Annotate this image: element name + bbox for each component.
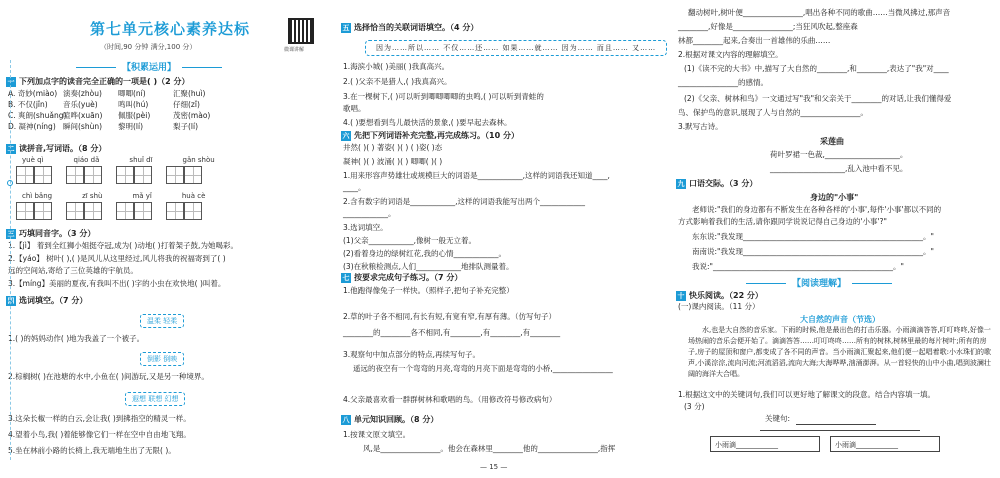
poem-line-2: ____________________,乱入池中看不见。 [770,164,908,173]
q3-line-2b: 远的空间站,寄给了三位英雄的宇航员。 [8,266,138,275]
reading-passage-title: 大自然的声音（节选） [800,315,880,324]
writing-boxes-row-2[interactable] [16,202,202,220]
q5-line-3: 3.在一棵树下,( )可以听到唧唧唧唧的虫鸣,( )可以听到青蛙的 [343,92,544,101]
q7-line-2a: ________的________各不相同,有________,有________,有________ [343,328,561,337]
keyword-label: 关键句: [765,414,791,423]
option-row: C. 爽朗(shuǎng) 喧哗(xuān) 佩服(pèi) 茂密(mào) [8,111,211,120]
q6-line-2b: ____________。 [343,209,396,218]
question-5-title: 五 选择恰当的关联词语填空。（4 分） [342,23,479,32]
column-left [0,0,330,478]
q8-2d: 鸟、保护鸟的意识,展现了人与自然的________________。 [678,108,868,117]
question-1-title: 一 下列加点字的读音完全正确的一项是( )（2 分） [7,77,190,86]
oral-intro-1: 老师说:"我们的身边都有不断发生在各种各样的'小事',每件'小事'都以不同的 [692,205,942,214]
section-banner-accumulation: 【积累运用】 [70,60,228,73]
question-9-title: 九 口语交际。（3 分） [677,179,758,188]
reading-subsection: (一)课内阅读。（11 分） [678,302,760,311]
q8-line-1a: 风,是________________。他会在森林里________他的________________,指挥 [363,444,616,453]
question-2-title: 二 读拼音,写词语。（8 分） [7,144,107,153]
question-7-title: 七 按要求完成句子练习。（7 分） [342,273,463,282]
q5-line-3b: 歌唱。 [343,104,366,113]
q8-2-title: 2.根据对课文内容的理解填空。 [678,50,783,59]
binding-hole-icon [7,180,13,186]
reading-q1-points: (3 分) [684,402,705,411]
oral-dialog-3: 我说:"________________________________________________。" [692,262,904,271]
column-right [670,0,1000,478]
page-title: 第七单元核心素养达标 [90,20,251,38]
q3-line-1: 1.【jì】 着到全红狮小姐挺夺冠,成为( )动地( )打着架子鼓,为她喝彩。 [8,241,238,250]
q8-cont-line-3: 林都________起来,合奏出一首雄伟的乐曲…… [678,36,831,45]
question-10-title: 十 快乐阅读。（22 分） [677,291,763,300]
connector-line [796,424,876,425]
option-row: D. 凝神(níng) 瞬间(shùn) 黎明(lí) 梨子(lí) [8,122,199,131]
question-number: 一 [7,77,15,86]
q7-line-3a: 遥远的夜空有一个弯弯的月亮,弯弯的月亮下面是弯弯的小桥,________________ [353,364,613,373]
q6-line-1: 1.用来形容声势雄壮或规模巨大的词语是____________,这样的词语我还知道____, [343,171,610,180]
reading-passage: 水,也是大自然的音乐家。下雨的时候,他是最出色的打击乐器。小雨滴滴答答,叮叮咚咚,好像一场热闹的音乐会便开始了。滴滴答答……叮叮咚咚……所有的树林,树林里最的每片树叶;所有的房子,房子的屋顶和窗户,都变成了各不同的声音。当小雨滴汇聚起来,他们便一起唱着歌:小水珠们的歌声,小溪淙淙,流向河流;河流滔滔,流向大海;大海哗哗,汹涌澎湃。从一首轻快的山中小曲,唱到波澜壮阔的海洋大合唱。 [688,326,992,378]
q5-line-1: 1.海滨小城( )美丽( )我真高兴。 [343,62,450,71]
q6-line-2: 2.含有数字的词语是____________,这样的词语我能写出两个____________ [343,197,586,206]
word-choice-box-2: 倒影 倒映 [140,352,184,366]
q8-line-1: 1.按课文原文填空。 [343,430,411,439]
q8-2b: ________________的感情。 [678,78,768,87]
q4-line-2: 2.棕榈树( )在池塘的水中,小鱼在( )间游玩,又是另一种境界。 [8,372,209,381]
option-row: A. 奇妙(miào) 演奏(zhòu) 唧唧(ní) 汇聚(huì) [8,89,206,98]
binding-hole-icon [7,300,13,306]
page-number: — 15 — [480,463,508,471]
q6-line-3b: (2)看着身边的绿树红花,我的心情____________。 [343,249,507,258]
q6-line-3: 3.选词填空。 [343,223,388,232]
q7-line-2: 2.草的叶子各不相同,有长有短,有宽有窄,有厚有薄。（仿写句子） [343,312,557,321]
column-middle [335,0,665,478]
section-banner-reading: 【阅读理解】 [740,276,898,289]
keyword-box-1[interactable]: 小雨滴____________ [710,436,820,452]
option-row: B. 不仅(jǐn) 音乐(yuè) 鸣叫(hú) 仔细(zǐ) [8,100,200,109]
word-choice-box-3: 遐想 联想 幻想 [125,392,185,406]
poem-title: 采莲曲 [820,137,844,146]
q8-cont-line-2: ________,好像是________________;当狂风吹起,整座森 [678,22,858,31]
q6-line-1b: ____。 [343,183,366,192]
connector-line [760,430,920,431]
q6-row-1: 井然( )( ) 著姿( )( ) ( )姿( )态 [343,143,443,152]
q7-line-1: 1.他跑得像兔子一样快。（照样子,把句子补充完整） [343,286,514,295]
q4-line-1: 1.( )的妈妈动作( )地为我盖了一个被子。 [8,334,145,343]
q4-line-4: 4.望着小鸟,我( )着能够像它们一样在空中自由地飞翔。 [8,430,191,439]
conjunction-box: 因为……所以…… 不仅……还…… 如果……就…… 因为…… 而且…… 又…… [365,40,667,56]
q8-2c: (2)《父亲、树林和鸟》一文通过写"我"和父亲关于________的对话,让我们懂得爱 [684,94,952,103]
q6-row-2: 凝神( )( ) 波涌( )( ) 唧唧( )( ) [343,157,443,166]
binding-line [10,60,11,460]
question-1-options [8,88,228,132]
qr-code-icon[interactable] [288,18,314,44]
q5-line-4: 4.( )要想看到鸟儿最快活的景象,( )要早起去森林。 [343,118,512,127]
q6-line-3a: (1)父亲____________,像树一般无立着。 [343,236,477,245]
question-6-title: 六 先把下列词语补充完整,再完成练习。（10 分） [342,131,519,140]
oral-dialog-2: 南南说:"我发现________________________________________________。" [692,247,934,256]
reading-q1: 1.根据这文中的关键词句,我们可以更好地了解课文的段意。结合内容填一填。 [678,390,936,399]
q3-line-3: 3.【míng】美丽的夏夜,有我叫不出( )字的小虫在欢快地( )叫着。 [8,279,226,288]
poem-line-1: 荷叶罗裙一色裁,____________________。 [770,150,908,159]
q8-3-title: 3.默写古诗。 [678,122,723,131]
q6-line-3c: (3)在秋粮检测点,人们____________地排队测量着。 [343,262,514,271]
word-choice-box-1: 温柔 轻柔 [140,314,184,328]
page-subtitle: （时间,90 分钟 满分,100 分） [100,43,197,51]
oral-dialog-1: 东东说:"我发现________________________________________________。" [692,232,934,241]
q7-line-4: 4.父亲最喜欢看一群群树林和歌唱的鸟。（用修改符号修改病句） [343,395,557,404]
question-4-title: 四 选词填空。（7 分） [7,296,88,305]
q7-line-3: 3.观察句中加点部分的特点,再续写句子。 [343,350,481,359]
q4-line-5: 5.坐在林前小路的长椅上,我无端地生出了无限( )。 [8,446,176,455]
qr-label: 微课讲解 [284,47,305,53]
q4-line-3: 3.这朵长椒一样的白云,会让我( )到拂指空的精灵一样。 [8,414,191,423]
oral-intro-2: 方式影响着我们的生活,请你跟同学说说记得自己身边的'小事'?" [678,217,887,226]
q8-cont-line-1: 翻动树叶,树叶便________________,唱出各种不同的歌曲……当微风拂过,那声音 [688,8,951,17]
pinyin-row-2: chì bǎng zī shù mǎ yǐ huà cè [22,192,206,200]
keyword-box-2[interactable]: 小雨滴____________ [830,436,940,452]
question-3-title: 三 巧填同音字。（3 分） [7,229,96,238]
writing-boxes-row-1[interactable] [16,166,202,184]
oral-topic: 身边的"小事" [810,193,859,202]
pinyin-row-1: yuè qì qiáo dǎ shuǐ dī gǎn shòu [22,156,215,164]
q8-2a: (1)《读不完的大书》中,描写了大自然的________,和________,表达了"我"对____ [684,64,949,73]
q5-line-2: 2.( )父亲不是猎人,( )我真高兴。 [343,77,452,86]
question-8-title: 八 单元知识回顾。（8 分） [342,415,439,424]
q3-line-2: 2.【yáo】 树叶( ),( )是风儿从这里经过,风儿将我的祝福寄到了( ) [8,254,226,263]
